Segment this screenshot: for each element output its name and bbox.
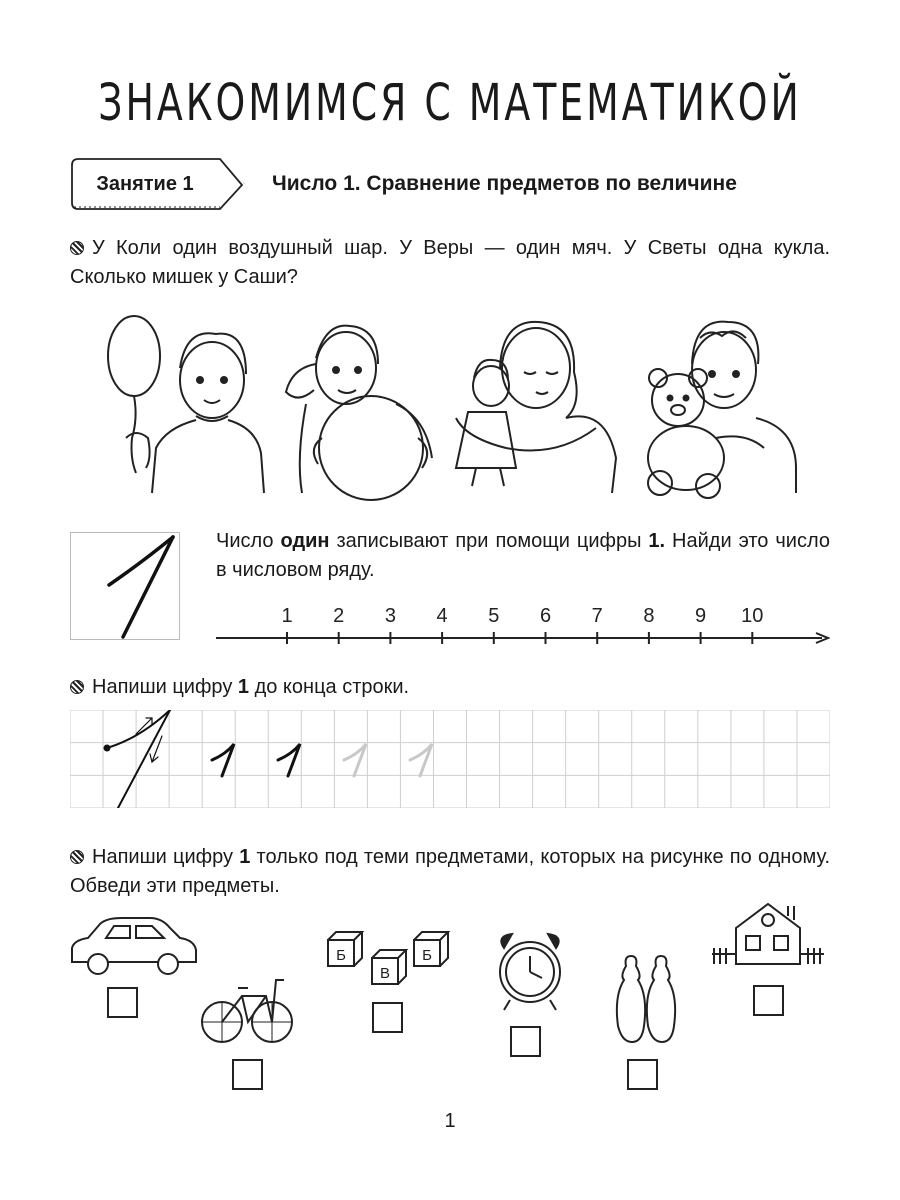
alarm-clock-image	[500, 934, 560, 1010]
answer-box-bicycle[interactable]	[232, 1059, 263, 1090]
digit-one-stroke-guide	[105, 710, 171, 808]
digit-one-cursive-icon	[71, 533, 179, 639]
number-intro-text: Число один записывают при помощи цифры 1. Найди это число в числовом ряду.	[216, 530, 830, 581]
task2-text: Напиши цифру 1 до конца строки.	[70, 673, 830, 702]
writing-grid[interactable]	[70, 710, 830, 808]
task1-text: У Коли один воздушный шар. У Веры — один мяч. У Светы одна кукла. Сколько мишек у Саши?	[70, 237, 830, 288]
number-line-label: 4	[436, 605, 448, 627]
block-letter: Б	[336, 947, 346, 964]
answer-box-blocks[interactable]	[372, 1002, 403, 1033]
tracing-digit-one-icon	[344, 744, 366, 776]
car-image	[72, 918, 196, 974]
bowling-pins-image	[617, 956, 675, 1042]
digit-sample-box	[70, 532, 180, 640]
sample-digit-one-icon	[212, 744, 234, 776]
number-line-label: 9	[695, 605, 707, 627]
answer-box-alarm-clock[interactable]	[510, 1026, 541, 1057]
boy-with-teddy-bear-image	[648, 322, 796, 498]
number-line	[214, 600, 834, 652]
task-bullet-icon	[70, 680, 84, 694]
number-line-label: 8	[643, 605, 655, 627]
number-line-label: 5	[488, 605, 500, 627]
lesson-heading: Число 1. Сравнение предметов по величине	[272, 172, 737, 195]
number-line-label: 3	[384, 605, 396, 627]
lesson-tag	[70, 157, 246, 211]
number-line-label: 10	[741, 605, 764, 627]
sample-digit-one-icon	[278, 744, 300, 776]
block-letter: Б	[422, 947, 432, 964]
house-image	[712, 904, 824, 964]
page-title: ЗНАКОМИМСЯ С МАТЕМАТИКОЙ	[98, 73, 802, 132]
answer-box-house[interactable]	[753, 985, 784, 1016]
task3-text: Напиши цифру 1 только под теми предметами, которых на рисунке по одному. Обведи эти предметы.	[70, 846, 830, 897]
number-line-label: 2	[333, 605, 345, 627]
number-line-label: 7	[591, 605, 603, 627]
blocks-image	[328, 932, 448, 984]
page-number: 1	[444, 1110, 456, 1132]
task-bullet-icon	[70, 241, 84, 255]
tracing-digit-one-icon	[410, 744, 432, 776]
objects-illustration	[66, 900, 836, 1100]
girl-with-ball-image	[286, 326, 432, 500]
number-line-label: 6	[539, 605, 552, 627]
answer-box-bowling-pins[interactable]	[627, 1059, 658, 1090]
boy-with-balloon-image	[108, 316, 264, 493]
girl-with-doll-image	[456, 322, 616, 493]
number-line-label: 1	[281, 605, 293, 627]
lesson-tag-label: Занятие 1	[96, 172, 194, 195]
task-bullet-icon	[70, 850, 84, 864]
answer-box-car[interactable]	[107, 987, 138, 1018]
bicycle-image	[202, 980, 292, 1042]
children-illustration	[96, 308, 836, 503]
block-letter: В	[379, 965, 391, 982]
